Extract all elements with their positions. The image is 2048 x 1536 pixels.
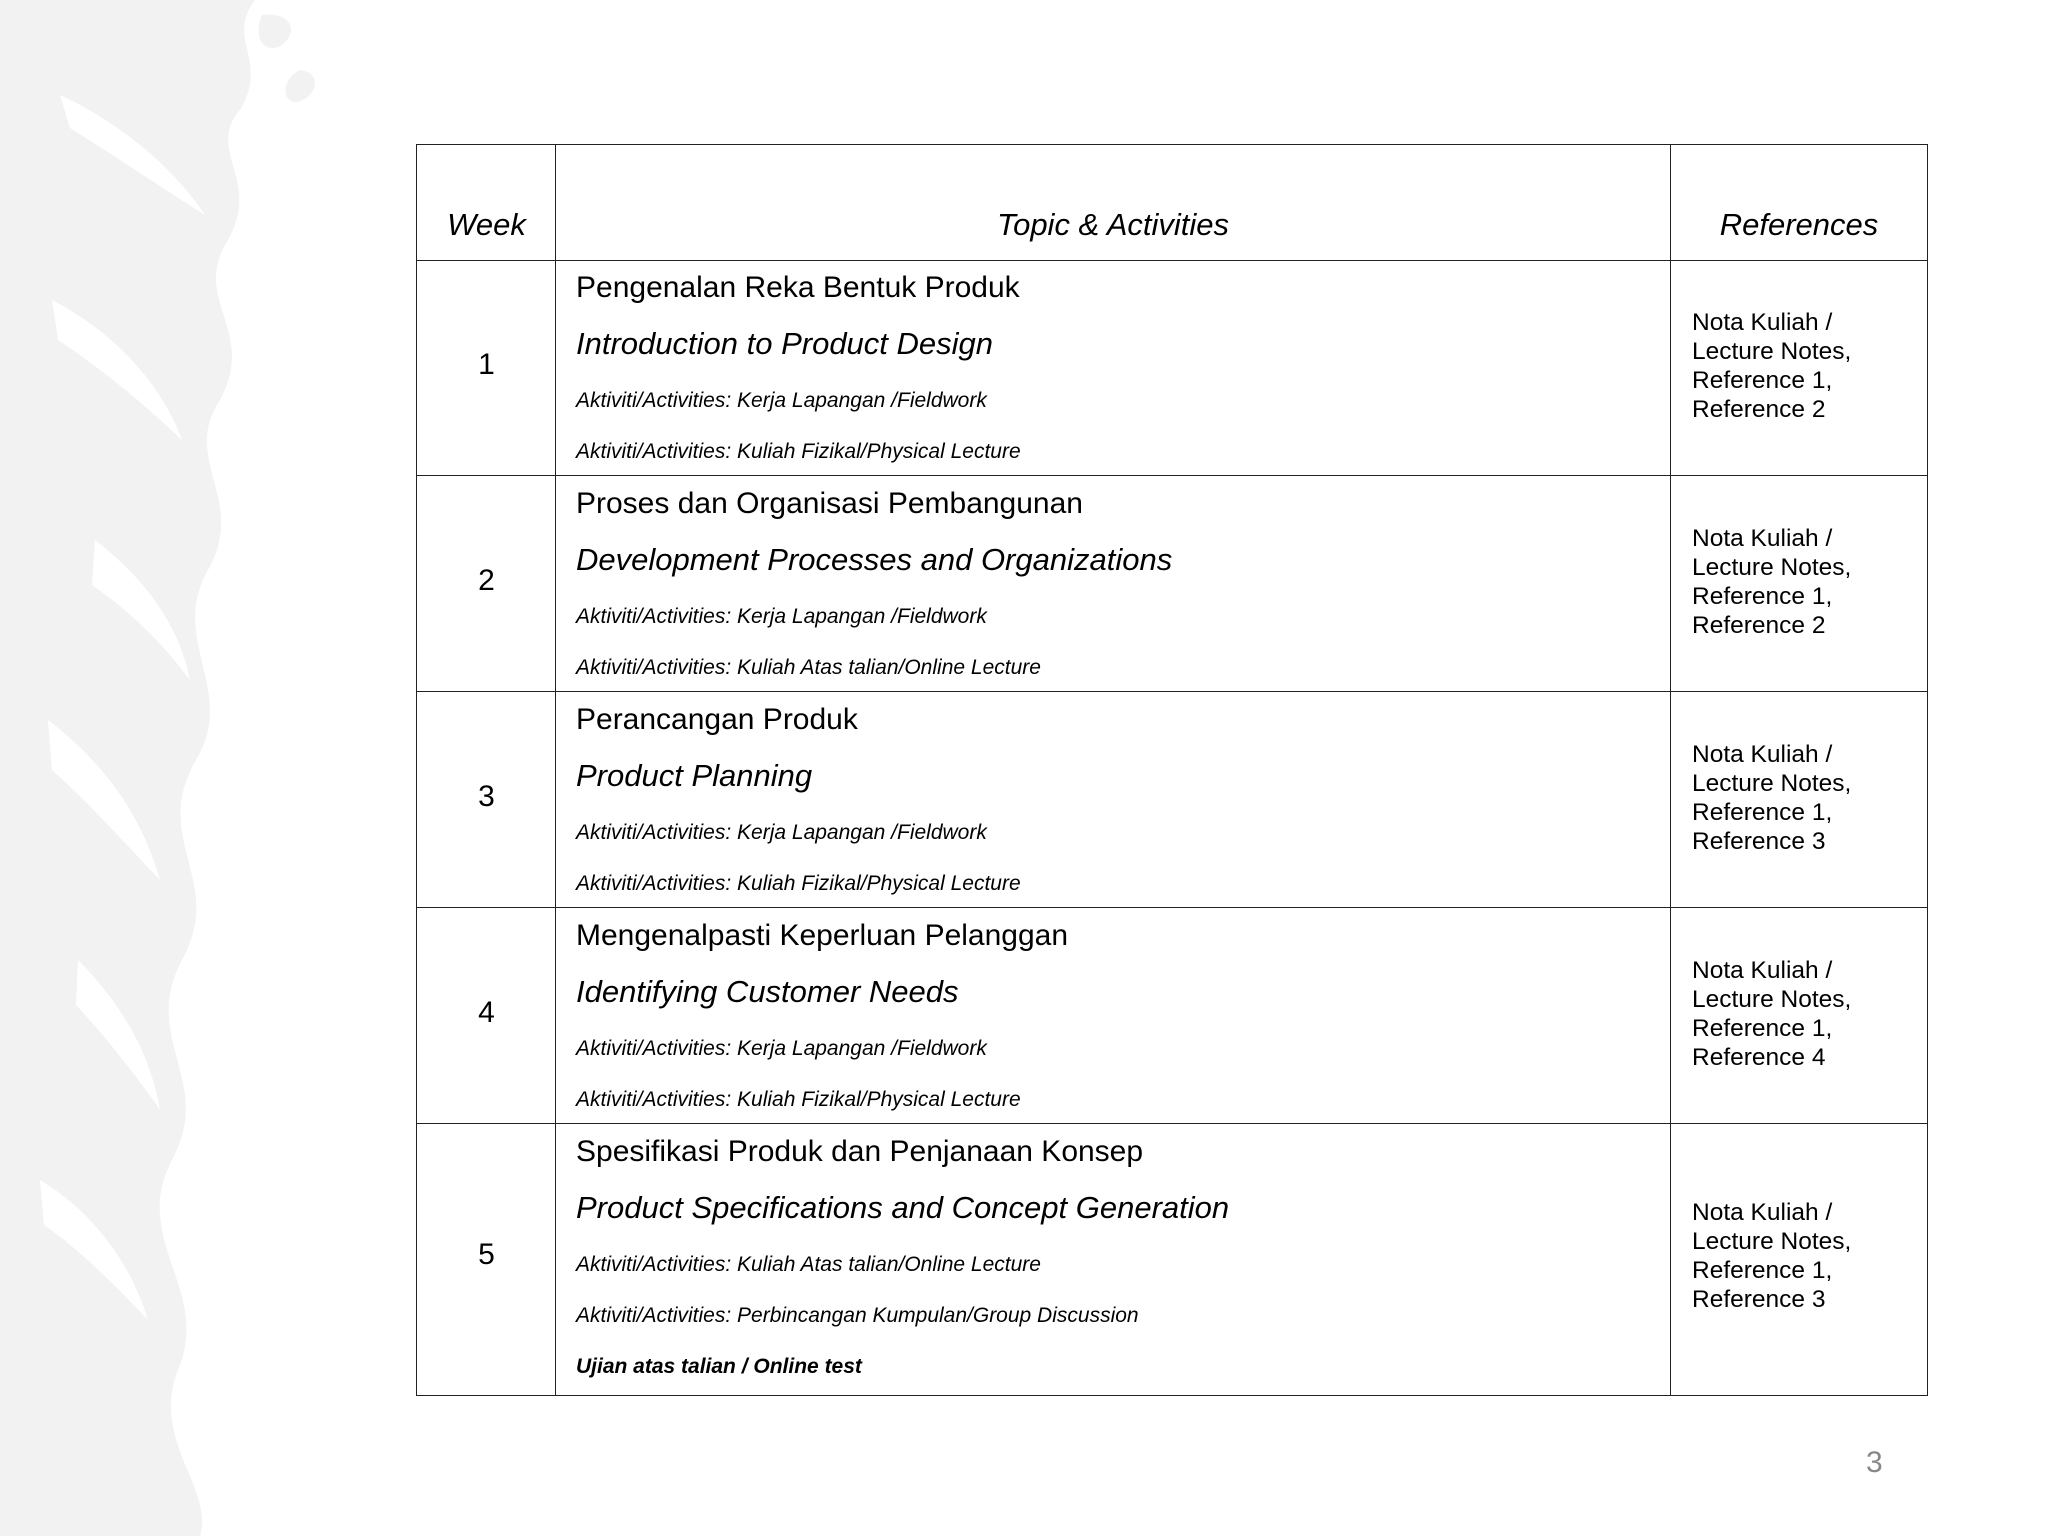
topic-title-malay: Mengenalpasti Keperluan Pelanggan bbox=[576, 919, 1069, 952]
week-number: 4 bbox=[478, 996, 495, 1029]
background-brush-decoration bbox=[0, 0, 340, 1536]
activity-item: Aktiviti/Activities: Kerja Lapangan /Fieldwork bbox=[576, 605, 987, 628]
reference-line: Lecture Notes, bbox=[1692, 770, 1852, 797]
activity-item: Aktiviti/Activities: Perbincangan Kumpulan/Group Discussion bbox=[576, 1304, 1139, 1327]
reference-line: Lecture Notes, bbox=[1692, 1228, 1852, 1255]
reference-line: Reference 3 bbox=[1692, 828, 1826, 855]
reference-line: Lecture Notes, bbox=[1692, 554, 1852, 581]
header-topic-activities: Topic & Activities bbox=[996, 207, 1229, 242]
online-test-note: Ujian atas talian / Online test bbox=[576, 1355, 862, 1378]
topic-title-english: Identifying Customer Needs bbox=[576, 974, 959, 1009]
references-cell bbox=[1692, 956, 1912, 1072]
reference-line: Reference 4 bbox=[1692, 1044, 1826, 1071]
topic-title-malay: Proses dan Organisasi Pembangunan bbox=[576, 487, 1083, 520]
activity-item: Aktiviti/Activities: Kuliah Fizikal/Physical Lecture bbox=[576, 1088, 1021, 1111]
header-references: References bbox=[1719, 207, 1879, 242]
topic-title-english: Development Processes and Organizations bbox=[576, 542, 1173, 577]
activity-item: Aktiviti/Activities: Kuliah Atas talian/Online Lecture bbox=[576, 1253, 1041, 1276]
references-cell bbox=[1692, 740, 1912, 856]
activity-item: Aktiviti/Activities: Kuliah Atas talian/Online Lecture bbox=[576, 656, 1041, 679]
cell-divider-tick bbox=[555, 908, 556, 964]
reference-line: Reference 1, bbox=[1692, 583, 1833, 610]
reference-line: Reference 1, bbox=[1692, 1257, 1833, 1284]
table-header-row bbox=[417, 145, 1927, 261]
topic-cell bbox=[576, 698, 1677, 897]
reference-line: Nota Kuliah / bbox=[1692, 309, 1833, 336]
page-number: 3 bbox=[1866, 1446, 1883, 1479]
cell-divider-tick bbox=[555, 1124, 556, 1180]
week-number: 3 bbox=[478, 780, 495, 813]
reference-line: Nota Kuliah / bbox=[1692, 741, 1833, 768]
cell-divider-tick bbox=[555, 692, 556, 748]
reference-line: Nota Kuliah / bbox=[1692, 957, 1833, 984]
reference-line: Nota Kuliah / bbox=[1692, 1199, 1833, 1226]
reference-line: Reference 3 bbox=[1692, 1286, 1826, 1313]
activity-item: Aktiviti/Activities: Kerja Lapangan /Fieldwork bbox=[576, 1037, 987, 1060]
table-row bbox=[417, 908, 1927, 1124]
table-row bbox=[417, 1124, 1927, 1394]
topic-title-english: Introduction to Product Design bbox=[576, 326, 994, 361]
activity-item: Aktiviti/Activities: Kuliah Fizikal/Physical Lecture bbox=[576, 872, 1021, 895]
references-cell bbox=[1692, 1198, 1912, 1314]
topic-title-malay: Perancangan Produk bbox=[576, 703, 858, 736]
week-number: 5 bbox=[478, 1238, 495, 1271]
reference-line: Nota Kuliah / bbox=[1692, 525, 1833, 552]
week-number: 2 bbox=[478, 564, 495, 597]
topic-cell bbox=[576, 266, 1677, 465]
week-number: 1 bbox=[478, 348, 495, 381]
table-row bbox=[417, 692, 1927, 908]
cell-divider-tick bbox=[555, 476, 556, 532]
topic-cell bbox=[576, 482, 1677, 681]
topic-title-english: Product Specifications and Concept Generation bbox=[576, 1190, 1230, 1225]
activity-item: Aktiviti/Activities: Kerja Lapangan /Fieldwork bbox=[576, 389, 987, 412]
activity-item: Aktiviti/Activities: Kuliah Fizikal/Physical Lecture bbox=[576, 440, 1021, 463]
reference-line: Reference 1, bbox=[1692, 367, 1833, 394]
activity-item: Aktiviti/Activities: Kerja Lapangan /Fieldwork bbox=[576, 821, 987, 844]
references-cell bbox=[1692, 308, 1912, 424]
header-week: Week bbox=[447, 207, 526, 242]
topic-title-english: Product Planning bbox=[576, 758, 813, 793]
reference-line: Lecture Notes, bbox=[1692, 338, 1852, 365]
references-cell bbox=[1692, 524, 1912, 640]
reference-line: Reference 2 bbox=[1692, 396, 1826, 423]
table-row bbox=[417, 476, 1927, 692]
reference-line: Reference 1, bbox=[1692, 799, 1833, 826]
topic-title-malay: Pengenalan Reka Bentuk Produk bbox=[576, 271, 1020, 304]
table-row bbox=[417, 260, 1927, 476]
topic-cell bbox=[576, 914, 1677, 1113]
reference-line: Lecture Notes, bbox=[1692, 986, 1852, 1013]
topic-cell bbox=[576, 1130, 1677, 1380]
topic-title-malay: Spesifikasi Produk dan Penjanaan Konsep bbox=[576, 1135, 1144, 1168]
reference-line: Reference 2 bbox=[1692, 612, 1826, 639]
cell-divider-tick bbox=[555, 260, 556, 316]
reference-line: Reference 1, bbox=[1692, 1015, 1833, 1042]
weekly-schedule-table bbox=[416, 144, 1928, 1396]
